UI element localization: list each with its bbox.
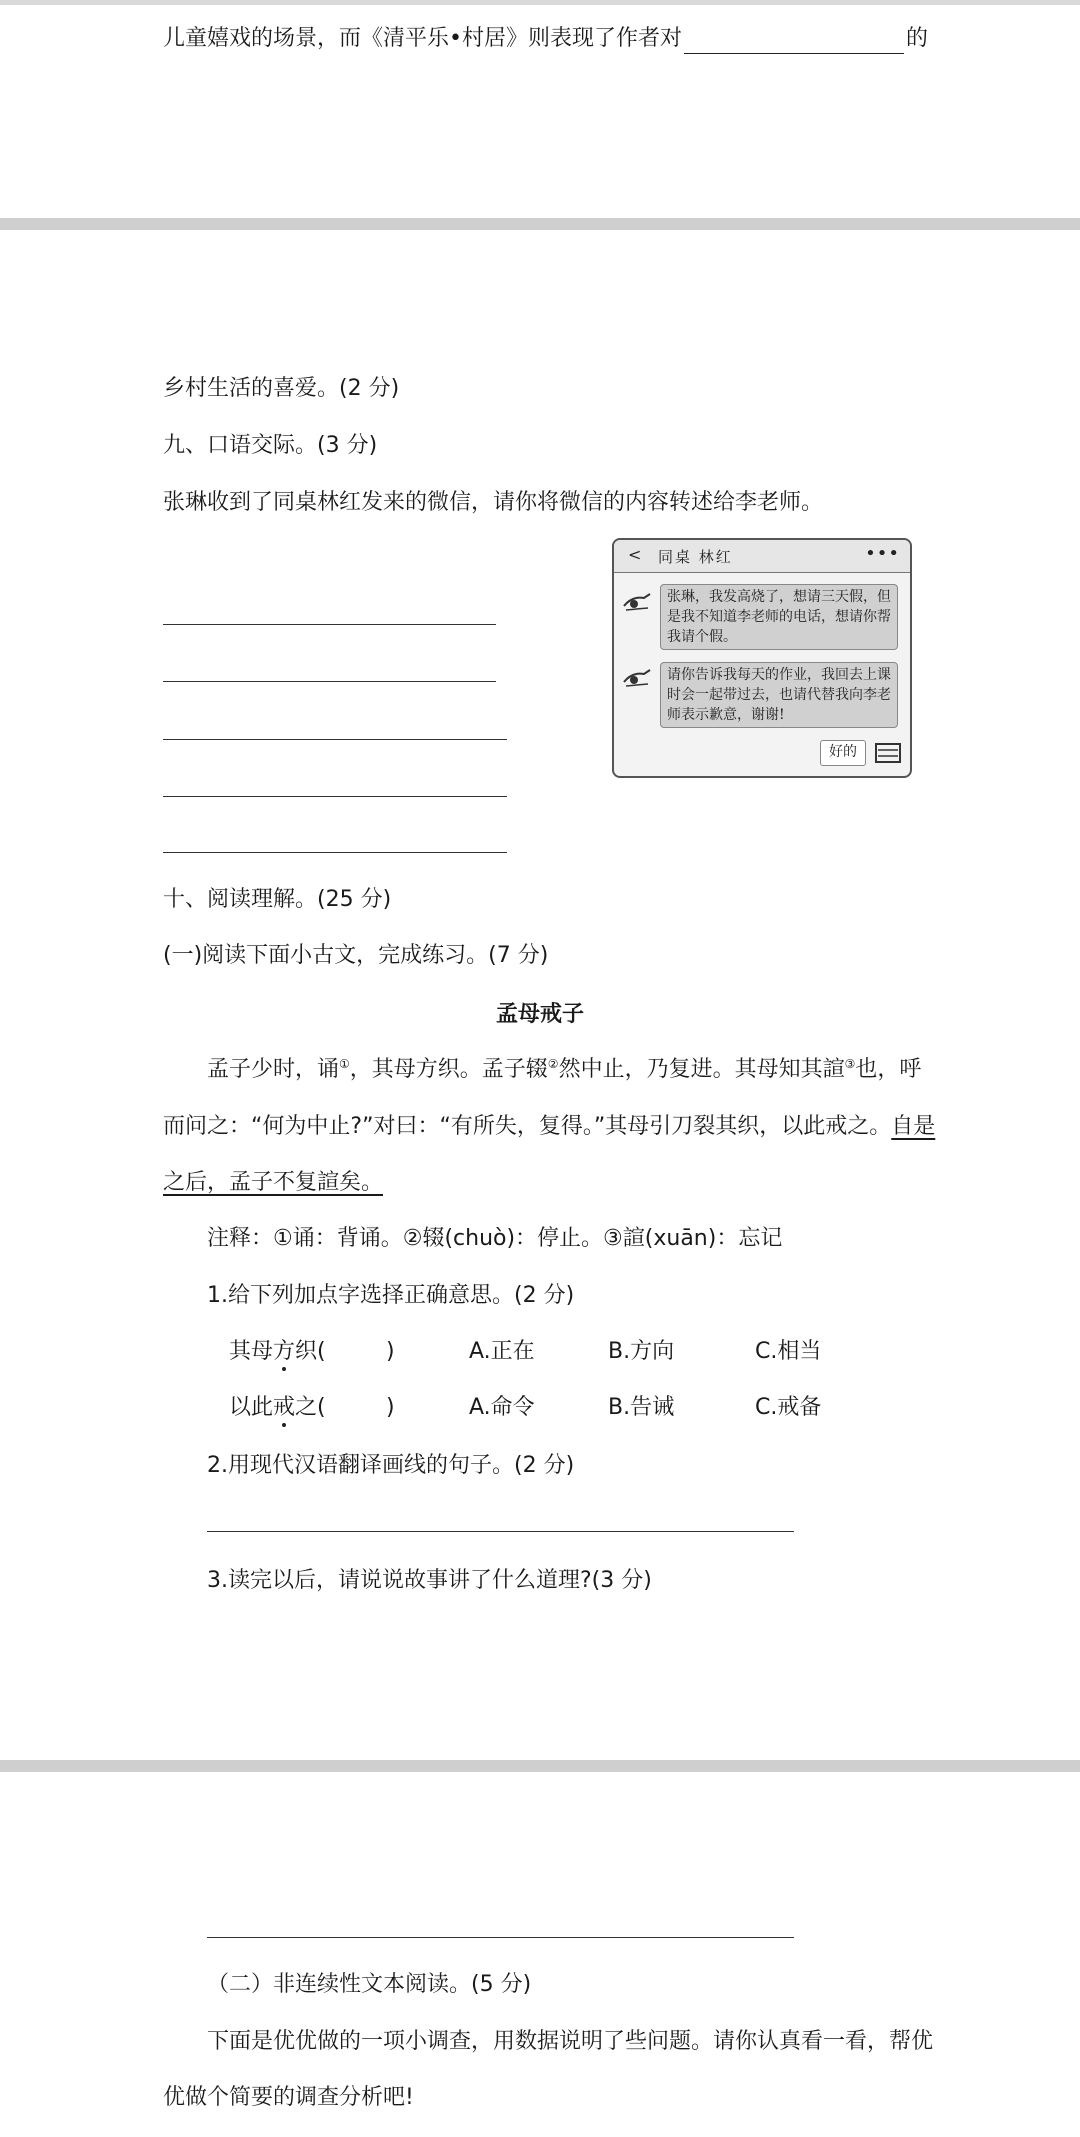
wechat-chat-image [612,538,912,778]
avatar-icon [622,588,652,614]
option: C.戒备 [755,1395,822,1420]
avatar-icon [622,664,652,690]
passage-line [207,1055,921,1085]
dotted-char: 方 [273,1337,295,1367]
footnote-mark: ③ [844,1057,856,1071]
text-segment: 儿童嬉戏的场景，而《清平乐•村居》则表现了作者对 [163,26,682,51]
back-arrow-icon: < [628,545,642,564]
answer-line [163,852,507,853]
chat-header [614,540,910,573]
text-segment: 之( [295,1395,326,1420]
chat-reply-bubble: 好的 [820,740,866,766]
question-item [229,1337,326,1367]
question: 2.用现代汉语翻译画线的句子。(2 分) [207,1453,575,1478]
passage-line [163,1168,383,1198]
question-prompt: 张琳收到了同桌林红发来的微信，请你将微信的内容转述给李老师。 [163,490,824,515]
dotted-char: 戒 [273,1393,295,1423]
answer-line [163,739,507,740]
more-icon: ••• [865,543,900,564]
blank-fill-line [684,31,904,54]
section-heading: 九、口语交际。(3 分) [163,433,378,458]
passage-line: 下面是优优做的一项小调查，用数据说明了些问题。请你认真看一看，帮优 [207,2029,934,2054]
section-heading: (一)阅读下面小古文，完成练习。(7 分) [163,943,549,968]
option: A.命令 [469,1395,535,1420]
chat-message-bubble: 张琳，我发高烧了，想请三天假，但是我不知道李老师的电话，想请你帮我请个假。 [660,584,898,650]
avatar-icon [872,738,904,768]
text-line [163,24,928,54]
section-heading: （二）非连续性文本阅读。(5 分) [207,1972,532,1997]
option: A.正在 [469,1339,535,1364]
chat-title: 同桌 林红 [658,548,733,566]
passage-line: 优做个简要的调查分析吧! [163,2085,414,2110]
answer-line [207,1937,794,1938]
answer-paren: ) [386,1339,395,1364]
answer-line [163,624,496,625]
underlined-text: 自是 [891,1114,936,1139]
section-heading: 十、阅读理解。(25 分) [163,887,392,912]
footnote-mark: ① [339,1057,350,1071]
passage-line [163,1112,935,1142]
page-separator [0,218,1080,230]
top-page-edge [0,0,1080,5]
text-line: 乡村生活的喜爱。(2 分) [163,376,400,401]
text-segment: 孟子少时，诵 [207,1057,340,1082]
notes: 注释：①诵：背诵。②辍(chuò)：停止。③諠(xuān)：忘记 [207,1226,783,1251]
chat-message-bubble: 请你告诉我每天的作业，我回去上课时会一起带过去，也请代替我向李老师表示歉意，谢谢! [660,662,898,728]
question-item [229,1393,326,1423]
text-segment: 织( [295,1339,326,1364]
text-segment: ，其母方织。孟子辍 [349,1057,548,1082]
passage-title: 孟母戒子 [495,1002,584,1027]
text-segment: 然中止，乃复进。其母知其諠 [558,1057,845,1082]
question: 3.读完以后，请说说故事讲了什么道理?(3 分) [207,1568,652,1593]
text-segment: 其母 [229,1339,274,1364]
text-segment: 的 [905,26,928,51]
answer-line [163,681,496,682]
answer-paren: ) [386,1395,395,1420]
text-segment: 而问之：“何为中止?”对曰：“有所失，复得。”其母引刀裂其织，以此戒之。 [163,1114,892,1139]
underlined-text: 之后，孟子不复諠矣。 [163,1170,384,1195]
answer-line [207,1531,794,1532]
option: B.方向 [608,1339,675,1364]
option: C.相当 [755,1339,822,1364]
footnote-mark: ② [547,1057,559,1071]
option: B.告诫 [608,1395,675,1420]
text-segment: 也，呼 [855,1057,922,1082]
answer-line [163,796,507,797]
text-segment: 以此 [229,1395,274,1420]
page-separator [0,1760,1080,1772]
question: 1.给下列加点字选择正确意思。(2 分) [207,1283,575,1308]
